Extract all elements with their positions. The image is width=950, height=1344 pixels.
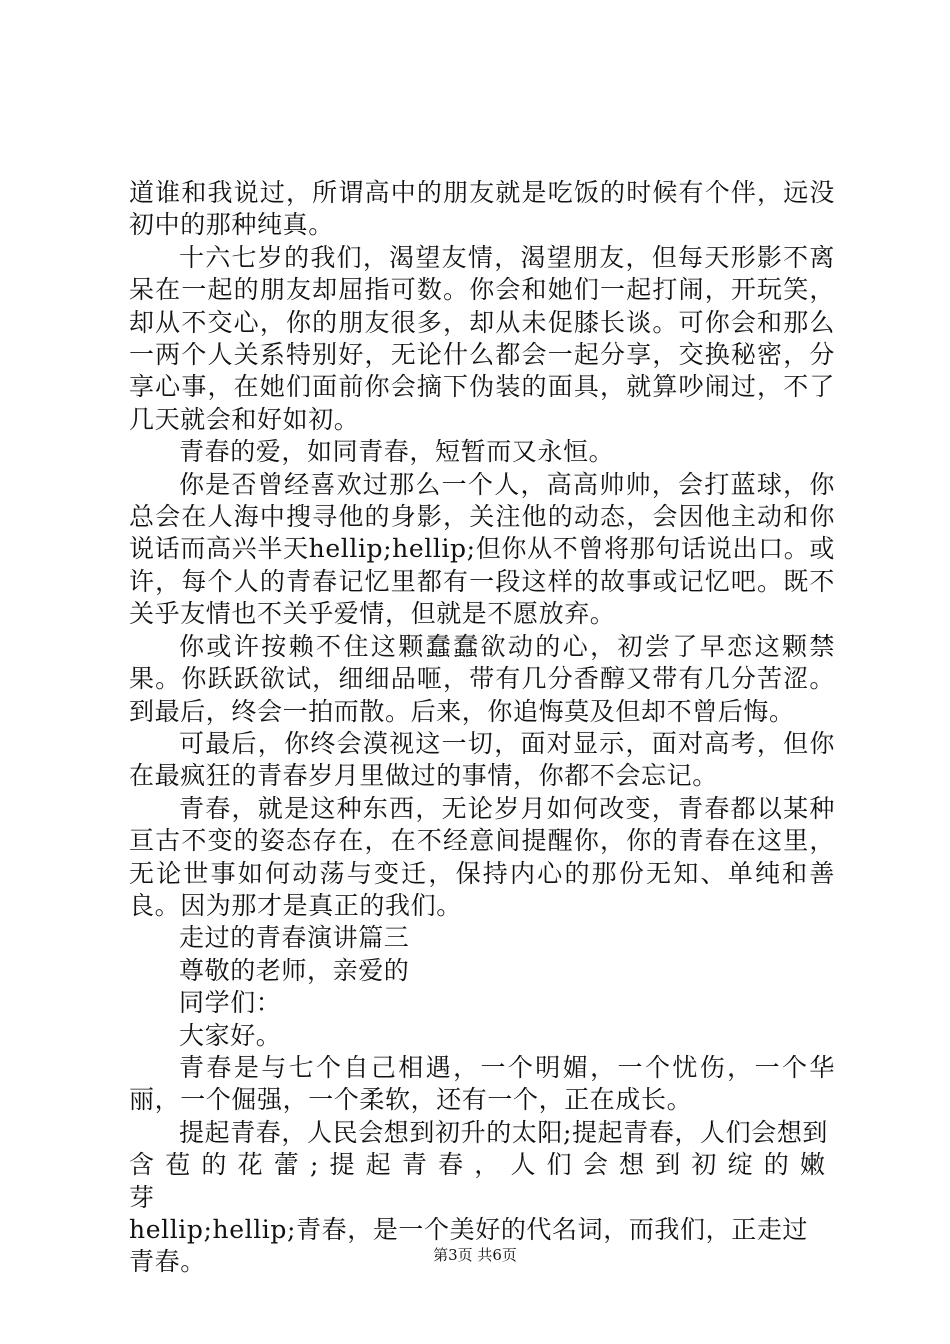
paragraph-line: 青春。 [129, 1247, 206, 1277]
paragraph-line: 含苞的花蕾;提起青春，人们会想到初绽的嫩芽 [129, 1150, 835, 1212]
paragraph: 你或许按赖不住这颗蠢蠢欲动的心，初尝了早恋这颗禁果。你跃跃欲试，细细品咂，带有几分香醇又带有几分苦涩。到最后，终会一拍而散。后来，你追悔莫及但却不曾后悔。 [129, 631, 835, 726]
paragraph: 青春，就是这种东西，无论岁月如何改变，青春都以某种亘古不变的姿态存在，在不经意间提醒你，你的青春在这里，无论世事如何动荡与变迁，保持内心的那份无知、单纯和善良。因为那才是真正的我们。 [129, 793, 835, 920]
paragraph: 可最后，你终会漠视这一切，面对显示，面对高考，但你在最疯狂的青春岁月里做过的事情，你都不会忘记。 [129, 728, 835, 791]
paragraph: 道谁和我说过，所谓高中的朋友就是吃饭的时候有个伴，远没初中的那种纯真。 [129, 178, 835, 240]
section-heading: 走过的青春演讲篇三 [179, 923, 410, 953]
page-footer: 第3页 共6页 [433, 1246, 517, 1264]
salutation: 尊敬的老师，亲爱的 [179, 955, 410, 985]
paragraph: 青春的爱，如同青春，短暂而又永恒。 [179, 437, 615, 467]
paragraph: 你是否曾经喜欢过那么一个人，高高帅帅，会打蓝球，你总会在人海中搜寻他的身影，关注他的动态，会因他主动和你说话而高兴半天hellip;hellip;但你从不曾将那句话说出口。或许，每个人的青春记忆里都有一段这样的故事或记忆吧。既不关乎友情也不关乎爱情，但就是不愿放弃。 [129, 469, 835, 629]
salutation: 同学们： [179, 988, 282, 1018]
document-body [129, 177, 835, 1279]
paragraph-line: hellip;hellip;青春，是一个美好的代名词，而我们，正走过 [129, 1215, 809, 1244]
paragraph: 十六七岁的我们，渴望友情，渴望朋友，但每天形影不离呆在一起的朋友却屈指可数。你会和她们一起打闹，开玩笑，却从不交心，你的朋友很多，却从未促膝长谈。可你会和那么一两个人关系特别好，无论什么都会一起分享，交换秘密，分享心事，在她们面前你会摘下伪装的面具，就算吵闹过，不了几天就会和好如初。 [129, 242, 835, 434]
greeting: 大家好。 [179, 1020, 282, 1050]
paragraph-line: 提起青春，人民会想到初升的太阳;提起青春，人们会想到 [179, 1117, 829, 1147]
paragraph: 青春是与七个自己相遇，一个明媚，一个忧伤，一个华丽，一个倔强，一个柔软，还有一个，正在成长。 [129, 1052, 835, 1115]
